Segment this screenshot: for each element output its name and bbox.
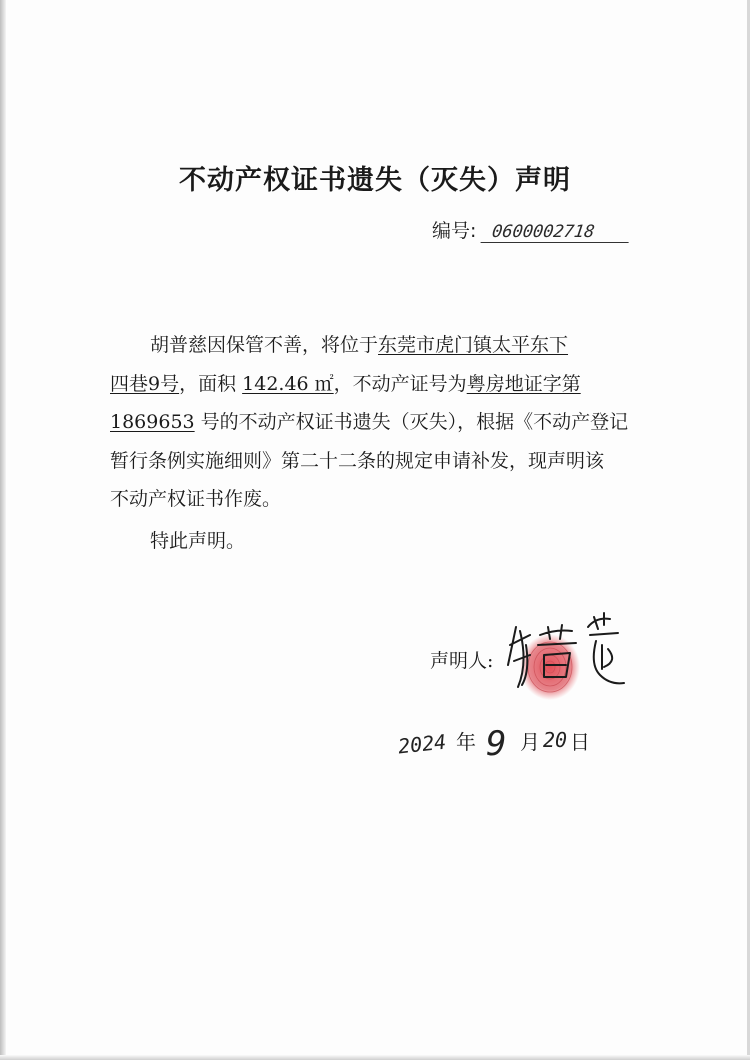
declarant-label: 声明人:: [430, 650, 494, 672]
body-line: [110, 403, 640, 442]
body-text: 号的不动产权证书遗失（灭失），根据《不动产登记: [194, 411, 629, 433]
signature-date: [398, 722, 598, 772]
scan-shadow-bottom: [0, 1055, 750, 1060]
underlined-field: 142.46 ㎡: [242, 372, 334, 395]
date-month: 9: [486, 724, 507, 764]
body-text: 暂行条例实施细则》第二十二条的规定申请补发，现声明该: [110, 449, 605, 472]
body-line: [110, 480, 640, 519]
date-year-char: 年: [456, 730, 476, 754]
body-text: 胡普慈因保管不善，将位于: [150, 334, 379, 356]
date-day: 20: [543, 728, 568, 752]
date-year: 2024: [396, 729, 448, 759]
document-number-value: 0600002718: [481, 222, 632, 243]
body-text: 不动产权证书作废。: [110, 488, 282, 510]
underlined-field: 粤房地证字第: [466, 372, 581, 395]
body-text: ，不动产证号为: [333, 372, 467, 395]
signature-with-fingerprint: [500, 605, 630, 705]
underlined-field: 1869653: [110, 411, 195, 433]
underlined-field: 四巷9号: [110, 372, 180, 395]
document-number-label: 编号:: [432, 220, 477, 242]
document-title: 不动产权证书遗失（灭失）声明: [179, 165, 571, 196]
document-number: [432, 216, 630, 243]
body-text: ，面积: [179, 372, 243, 395]
body-line: [110, 442, 640, 481]
declaration-body: [110, 326, 640, 519]
underlined-field: 东莞市虎门镇太平东下: [378, 334, 569, 356]
date-month-char: 月: [520, 730, 540, 754]
date-day-char: 日: [570, 730, 590, 754]
body-line: [110, 365, 640, 404]
body-line: [110, 326, 640, 365]
closing-statement: 特此声明。: [150, 530, 246, 552]
